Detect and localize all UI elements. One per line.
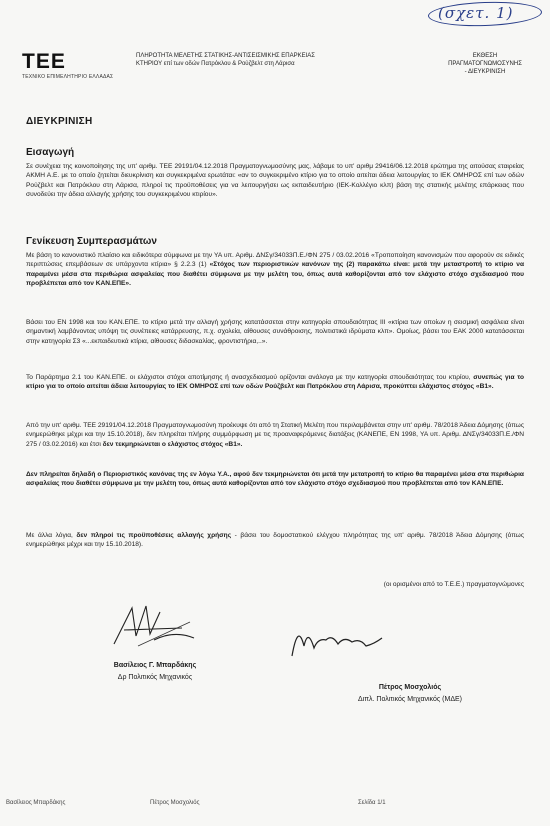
paragraph-6-text: Με άλλα λόγια,	[26, 532, 77, 539]
document-title: ΔΙΕΥΚΡΙΝΙΣΗ	[26, 116, 93, 127]
header-center-line1: ΠΛΗΡΟΤΗΤΑ ΜΕΛΕΤΗΣ ΣΤΑΤΙΚΗΣ-ΑΝΤΙΣΕΙΣΜΙΚΗΣ ΕΠΑΡΚΕΙΑΣ	[136, 53, 315, 59]
signature-2-name: Πέτρος Μοσχολιός	[378, 684, 442, 691]
paragraph-3	[26, 373, 524, 392]
intro-paragraph: Σε συνέχεια της κοινοποίησης της υπ' αριθμ. ΤΕΕ 29191/04.12.2018 Πραγματογνωμοσύνης μας, λάβαμε το υπ' αριθμ 29416/06.12.2018 ερώτημα της αιτούσας εταιρείας ΑΚΜΗ Α.Ε. με το οποίο ζητείται διευκρίνιση και συγκεκριμένα ερωτάται: «αν το συγκεκριμένο κτίριο για το οποίο αιτείται άδεια λειτουργίας το ΙΕΚ ΟΜΗΡΟΣ επί των οδών Ρούζβελτ και Πατρόκλου στη Λάρισα, πληροί τις προϋποθέσεις για να λειτουργήσει ως εκπαιδευτήριο (ΙΕΚ-Κολλέγιο κλπ) βάση της στατικής μελέτης επάρκειας που συνοδεύει την άδεια αλλαγής χρήσης του συγκεκριμένου κτιρίου».	[26, 163, 524, 199]
logo-subtitle: ΤΕΧΝΙΚΟ ΕΠΙΜΕΛΗΤΗΡΙΟ ΕΛΛΑΔΑΣ	[22, 74, 114, 80]
paragraph-6-tail: - βάσει του δομοστατικού ελέγχου πληρότητας της υπ' αριθμ. 78/2018 Άδεια Δόμησης (όπως ενημερώθηκε μέχρι και την 15.10.2018).	[26, 532, 525, 549]
header-right-line2: ΠΡΑΓΜΑΤΟΓΝΩΜΟΣΥΝΗΣ	[448, 61, 522, 67]
signature-1-role: Δρ Πολιτικός Μηχανικός	[117, 674, 193, 681]
paragraph-5: Δεν πληρείται δηλαδή ο Περιοριστικός κανόνας της εν λόγω Υ.Α., αφού δεν τεκμηριώνεται ότι μετά την μετατροπή το κτίριο θα παραμένει μέσα στα περιθώρια ασφαλείας που διαθέτει σύμφωνα με την μελέτη του, όπως αυτά καθορίζονται από τον ελάχιστο στόχο σχεδιασμού που προβλέπεται από τον ΚΑΝ.ΕΠΕ.	[26, 471, 524, 488]
footer-left: Βασίλειος Μπαρδάκης	[6, 800, 66, 806]
paragraph-4-text: Από την υπ' αριθμ. ΤΕΕ 29191/04.12.2018 Πραγματογνωμοσύνη προέκυψε ότι από τη Στατική Μελέτη που περιλαμβάνεται στην υπ' αριθμ. 78/2018 Άδεια Δόμησης (όπως ενημερώθηκε μέχρι και την 15.10.2018), δεν πληρείται πλήρης συμμόρφωση με τις προαναφερόμενες διατάξεις (ΚΑΝΕΠΕ, ΕΝ 1998, ΥΑ υπ. Αριθμ. ΔΝΣγ/34033Π.Ε./ΦΝ 275 / 03.02.2016) και έτσι	[26, 422, 524, 448]
closing-line: (οι ορισμένοι από το Τ.Ε.Ε.) πραγματογνώμονες	[383, 581, 524, 588]
header-right	[432, 52, 538, 76]
header-right-line1: ΕΚΘΕΣΗ	[472, 53, 498, 59]
signature-2-role: Διπλ. Πολιτικός Μηχανικός (ΜΔΕ)	[357, 696, 463, 703]
paragraph-3-text: Το Παράρτημα 2.1 του ΚΑΝ.ΕΠΕ. οι ελάχιστοι στόχοι αποτίμησης ή ανασχεδιασμού ορίζονται ανάλογα με την κατηγορία σπουδαιότητας του κτιρίου,	[26, 374, 474, 381]
footer-page: Σελίδα 1/1	[358, 800, 386, 806]
paragraph-1	[26, 251, 524, 289]
general-heading: Γενίκευση Συμπερασμάτων	[26, 236, 157, 247]
paragraph-4	[26, 421, 524, 449]
logo-mark: TEE	[22, 50, 66, 73]
paragraph-2: Βάσει του ΕΝ 1998 και του ΚΑΝ.ΕΠΕ. το κτίριο μετά την αλλαγή χρήσης κατατάσσεται στην κατηγορία σπουδαιότητας ΙΙΙ «κτίρια των οποίων η σεισμική ασφάλεια είναι σημαντική λαμβάνοντας υπόψη τις συνέπειες κατάρρευσης, π.χ. σχολεία, αίθουσες συνάθροισης, πολιτιστικά ιδρύματα κλπ». Ομοίως, βάσει του ΕΑΚ 2000 κατατάσσεται στην κατηγορία Σ3 «...εκπαιδευτικά κτίρια, αίθουσες διδασκαλίας, φροντιστήρια,..».	[26, 319, 524, 345]
signature-2-image	[282, 616, 392, 666]
paragraph-6-bold: δεν πληροί τις προϋποθέσεις αλλαγής χρήσης	[76, 532, 232, 539]
signature-1-name: Βασίλειος Γ. Μπαρδάκης	[113, 662, 197, 669]
paragraph-3-bold: συνεπώς για το κτίριο για το οποίο αιτείται άδεια λειτουργίας το ΙΕΚ ΟΜΗΡΟΣ επί των οδών Ρούζβελτ και Πατρόκλου στη Λάρισα, προκύπτει ελάχιστος στόχος «Β1».	[26, 374, 524, 391]
header-center-line2: ΚΤΗΡΙΟΥ επί των οδών Πατρόκλου & Ρούζβελτ στη Λάρισα	[136, 61, 295, 67]
tee-logo	[22, 52, 113, 80]
signature-1-image	[94, 600, 214, 652]
handwritten-annotation: (σχετ. 1)	[438, 4, 514, 22]
paragraph-1-text: Με βάση το κανονιστικό πλαίσιο και ειδικότερα σύμφωνα με την ΥΑ υπ. Αριθμ. ΔΝΣγ/34033Π.Ε./ΦΝ 275 / 03.02.2016 «Τροποποίηση κανονισμών που αφορούν σε ειδικές περιπτώσεις επεμβάσεων σε υπάρχοντα κτίρια» § 2.2.3 (1)	[26, 252, 524, 269]
header-right-line3: - ΔΙΕΥΚΡΙΝΙΣΗ	[464, 69, 506, 75]
header-center	[136, 52, 356, 68]
intro-heading: Εισαγωγή	[26, 147, 75, 158]
paragraph-6	[26, 531, 524, 550]
footer-middle: Πέτρος Μοσχολιός	[150, 800, 200, 806]
paragraph-4-bold: δεν τεκμηριώνεται ο ελάχιστος στόχος «Β1».	[102, 440, 243, 448]
paragraph-1-bold: «Στόχος των περιοριστικών κανόνων της (2) παρακάτω είναι: μετά την μεταστροπή το κτίριο να παραμένει μέσα στα περιθώρια ασφαλείας που διαθέτει σύμφωνα με την μελέτη του, όπως αυτά καθορίζονται από τον ελάχιστο στόχο σχεδιασμού που προβλέπεται από τον ΚΑΝ.ΕΠΕ».	[26, 261, 525, 288]
